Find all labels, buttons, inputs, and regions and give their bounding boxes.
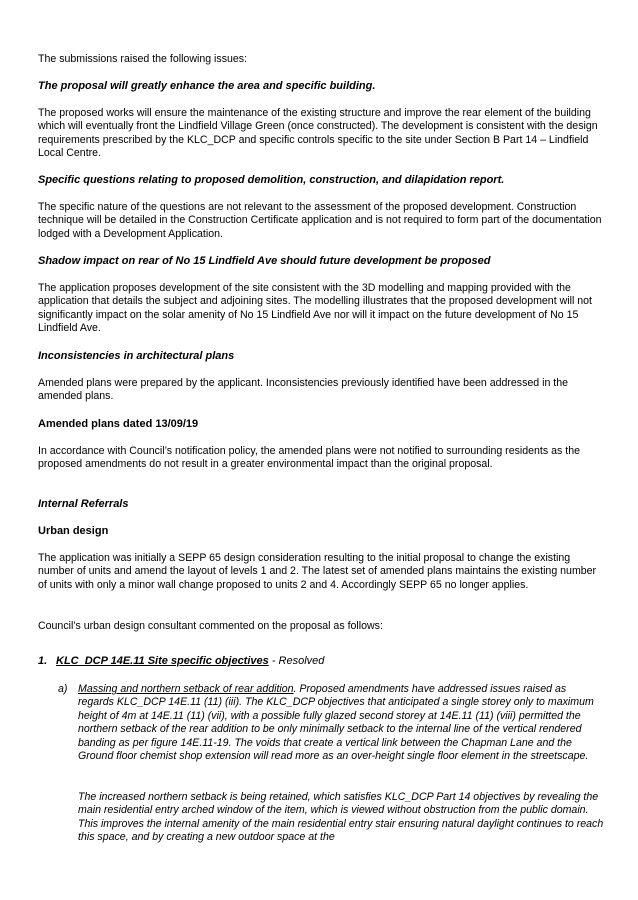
paragraph-consultant-comment: Council’s urban design consultant commented on the proposal as follows:: [38, 620, 383, 632]
paragraph-amended-plans: In accordance with Council’s notification policy, the amended plans were not notified to surrounding residents as the proposed amendments do not result in a greater environmental impact than the original proposal.: [38, 445, 580, 471]
heading-shadow-impact: Shadow impact on rear of No 15 Lindfield Ave should future development be proposed: [38, 255, 491, 267]
paragraph-inconsistencies: Amended plans were prepared by the applicant. Inconsistencies previously identified have been addressed in the amended plans.: [38, 377, 569, 403]
heading-enhance-area: The proposal will greatly enhance the area and specific building.: [38, 80, 376, 92]
heading-amended-plans: Amended plans dated 13/09/19: [38, 418, 199, 430]
paragraph-shadow-impact: The application proposes development of the site consistent with the 3D modelling and mapping provided with the application that details the subject and adjoining sites. The modelling illustrates that the proposed development will not significantly impact on the solar amenity of No 15 Lindfield Ave nor will it impact on the future development of No 15 Lindfield Ave.: [38, 282, 592, 335]
paragraph-enhance-area: The proposed works will ensure the maintenance of the existing structure and improve the rear element of the building which will eventually front the Lindfield Village Green (once constructed). The development is consistent with the design requirements prescribed by the KLC_DCP and specific controls specific to the site under Section B Part 14 – Lindfield Local Centre.: [38, 107, 598, 160]
heading-urban-design: Urban design: [38, 525, 109, 537]
heading-internal-referrals: Internal Referrals: [38, 498, 129, 510]
sub-item-massing: [58, 683, 604, 763]
sub-item-text: . Proposed amendments have addressed issues raised as regards KLC_DCP 14E.11 (11) (iii). The KLC_DCP objectives that anticipated a single storey only to maximum height of 4m at 14E.11 (11) (vii), with a possible fully glazed second storey at 14E.11 (11) (viii) permitted the northern setback of the rear addition to be only minimally setback to the internal line of the vertical rendered banding as per figure 14E.11-19. The voids that create a vertical link between the Chapman Lane and the Ground floor chemist shop extension will read more as an over-height single floor element in the streetscape.: [78, 683, 594, 763]
paragraph-urban-design: The application was initially a SEPP 65 design consideration resulting to the initial proposal to change the existing number of units and amend the layout of levels 1 and 2. The latest set of amended plans maintains the existing number of units with only a minor wall change proposed to units 2 and 4. Accordingly SEPP 65 no longer applies.: [38, 552, 597, 591]
sub-item-label: a): [58, 683, 68, 695]
heading-inconsistencies: Inconsistencies in architectural plans: [38, 350, 235, 362]
list-item-status: - Resolved: [268, 655, 325, 667]
list-number: 1.: [38, 655, 48, 667]
paragraph-demolition-questions: The specific nature of the questions are not relevant to the assessment of the proposed development. Construction technique will be detailed in the Construction Certificate application and is not required to form part of the documentation lodged with a Development Application.: [38, 201, 602, 240]
sub-item-title: Massing and northern setback of rear addition: [78, 683, 294, 695]
paragraph-northern-setback: The increased northern setback is being retained, which satisfies KLC_DCP Part 14 objectives by revealing the main residential entry arched window of the item, which is viewed without obstruction from the public domain. This improves the internal amenity of the main residential entry stair ensuring natural daylight continues to reach this space, and by creating a new outdoor space at the: [78, 791, 604, 844]
intro-paragraph: The submissions raised the following issues:: [38, 53, 248, 65]
list-item-title: KLC_DCP 14E.11 Site specific objectives: [56, 655, 269, 667]
sub-item-body: [78, 683, 604, 763]
numbered-item-site-objectives: [38, 655, 604, 667]
heading-demolition-questions: Specific questions relating to proposed demolition, construction, and dilapidation report.: [38, 174, 505, 186]
